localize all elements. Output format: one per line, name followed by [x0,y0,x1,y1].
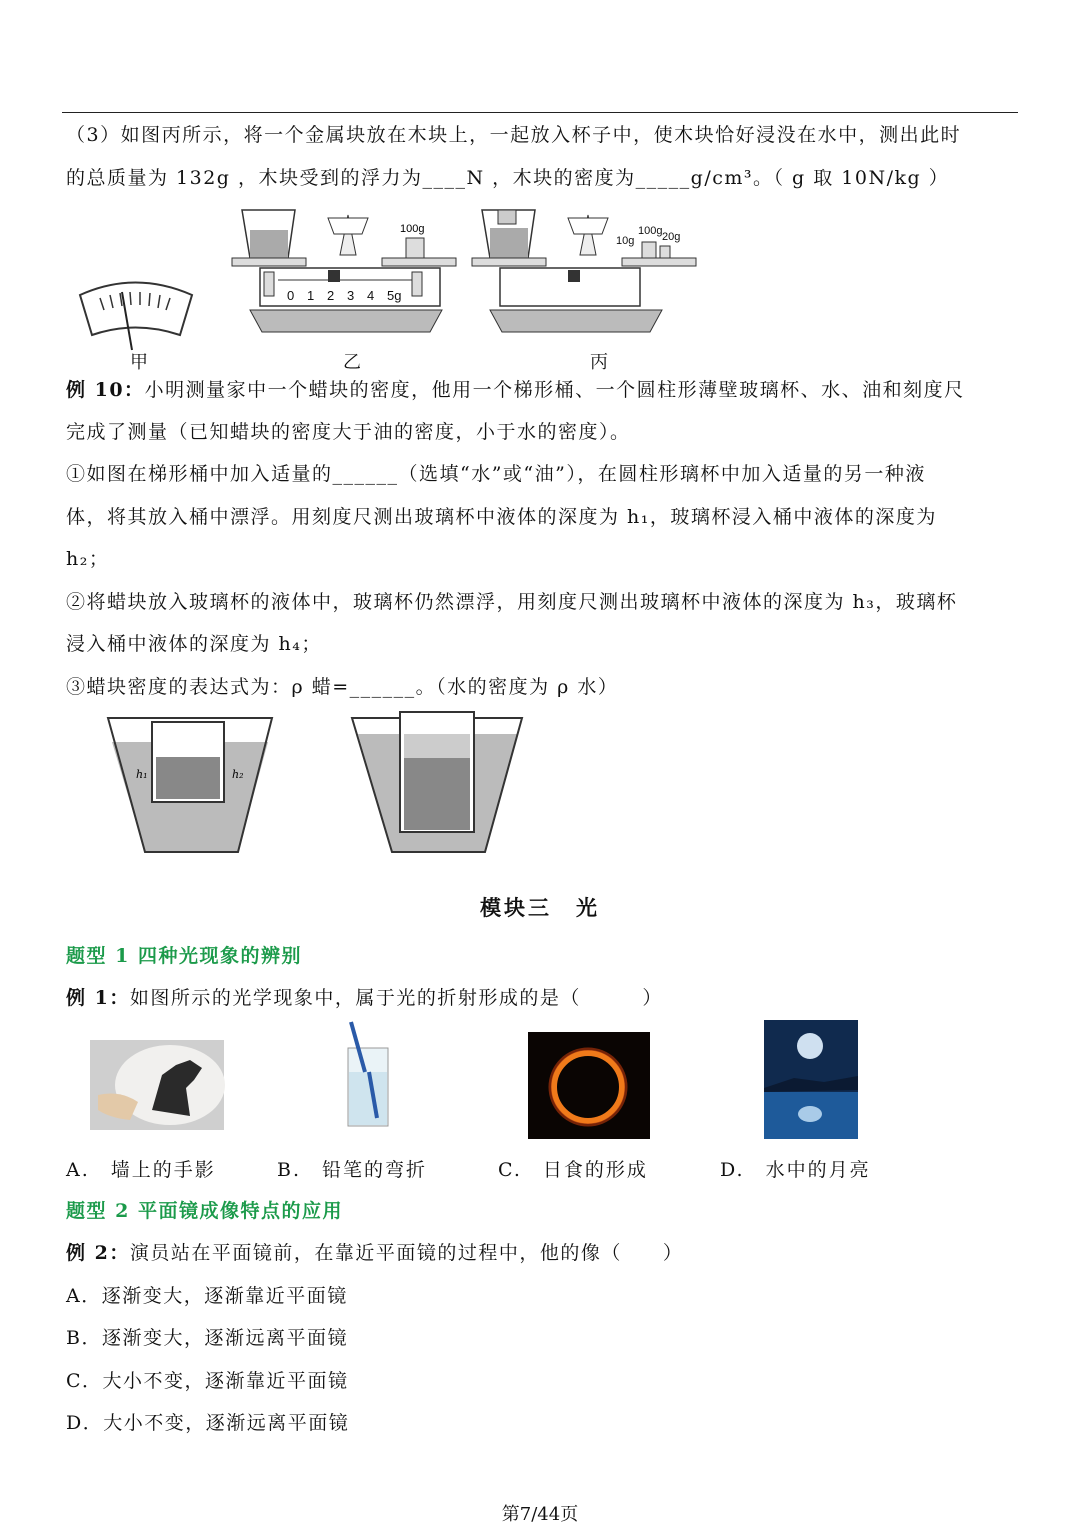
type2-option-c: C．大小不变，逐渐靠近平面镜 [66,1370,349,1392]
hand-shadow-image [90,1040,224,1130]
ex10-step1-c: h₂； [66,548,110,570]
weight-label: 100g [638,225,663,237]
ex10-label: 例 10： [66,379,145,401]
bucket-left [108,718,272,852]
balance-figure [70,200,681,375]
scale-number: 1 [307,288,315,303]
type1-option-c: C. 日食的形成 [498,1159,648,1181]
scale-number: 0 [287,288,295,303]
scale-number: 3 [347,288,355,303]
scale-number: 2 [327,288,335,303]
ex1-label: 例 1： [66,987,130,1009]
ex10-step2-a: ②将蜡块放入玻璃杯的液体中，玻璃杯仍然漂浮，用刻度尺测出玻璃杯中液体的深度为 h₃，玻璃杯 [66,591,958,613]
ex10-step1-b: 体，将其放入桶中漂浮。用刻度尺测出玻璃杯中液体的深度为 h₁，玻璃杯浸入桶中液体的深度为 [66,506,937,528]
weight-label: 10g [616,235,635,247]
type1-option-b: B. 铅笔的弯折 [277,1159,428,1181]
ex10-step2-b: 浸入桶中液体的深度为 h₄； [66,633,322,655]
ex2-question: 演员站在平面镜前，在靠近平面镜的过程中，他的像（ ） [129,1242,684,1264]
bucket-right [352,712,522,852]
h2-label: h₂ [232,768,244,781]
figure-label-bing: 丙 [590,352,608,373]
scale-number: 4 [367,288,375,303]
type2-option-a: A．逐渐变大，逐渐靠近平面镜 [66,1285,348,1307]
module-title: 模块三 光 [480,895,600,920]
header-rule [62,112,1018,113]
type1-option-d: D. 水中的月亮 [720,1159,871,1181]
page-number: 第7/44页 [501,1504,579,1525]
ex10-line-1 [66,377,965,403]
balance-yi [232,210,456,332]
type1-option-a: A. 墙上的手影 [66,1159,216,1181]
ex1-question: 如图所示的光学现象中，属于光的折射形成的是（ ） [129,987,663,1009]
type1-question-line [66,985,663,1011]
figure-label-jia: 甲 [130,352,148,373]
ex10-step3: ③蜡块密度的表达式为：ρ 蜡=______。（水的密度为 ρ 水） [66,676,619,698]
pencil-glass-image [345,1022,391,1130]
moon-reflection-image [764,1020,858,1139]
type2-option-d: D．大小不变，逐渐远离平面镜 [66,1412,350,1434]
type1-heading: 题型 1 四种光现象的辨别 [66,945,302,967]
bucket-figure [100,712,540,862]
scale-number: 5g [387,288,402,303]
h1-label: h₁ [136,768,148,781]
type2-option-b: B．逐渐变大，逐渐远离平面镜 [66,1327,348,1349]
q3-line-1: （3）如图丙所示，将一个金属块放在木块上，一起放入杯子中，使木块恰好浸没在水中，测出此时 [66,124,962,146]
figure-label-yi: 乙 [343,352,361,373]
balance-bing [472,210,696,332]
type2-heading: 题型 2 平面镜成像特点的应用 [66,1200,343,1222]
dial-jia [80,283,192,351]
ex2-label: 例 2： [66,1242,130,1264]
ex10-text-1: 小明测量家中一个蜡块的密度，他用一个梯形桶、一个圆柱形薄壁玻璃杯、水、油和刻度尺 [144,379,965,401]
ex10-line-2: 完成了测量（已知蜡块的密度大于油的密度，小于水的密度）。 [66,421,631,443]
q3-line-2: 的总质量为 132g ，木块受到的浮力为____N ，木块的密度为_____g/cm³。（ g 取 10N/kg ） [66,167,950,189]
ex10-step1-a: ①如图在梯形桶中加入适量的______（选填“水”或“油”），在圆柱形璃杯中加入适量的另一种液 [66,463,926,485]
solar-eclipse-image [528,1032,650,1139]
weight-label: 20g [662,231,681,243]
weight-label: 100g [400,223,425,235]
type2-question-line [66,1240,683,1266]
